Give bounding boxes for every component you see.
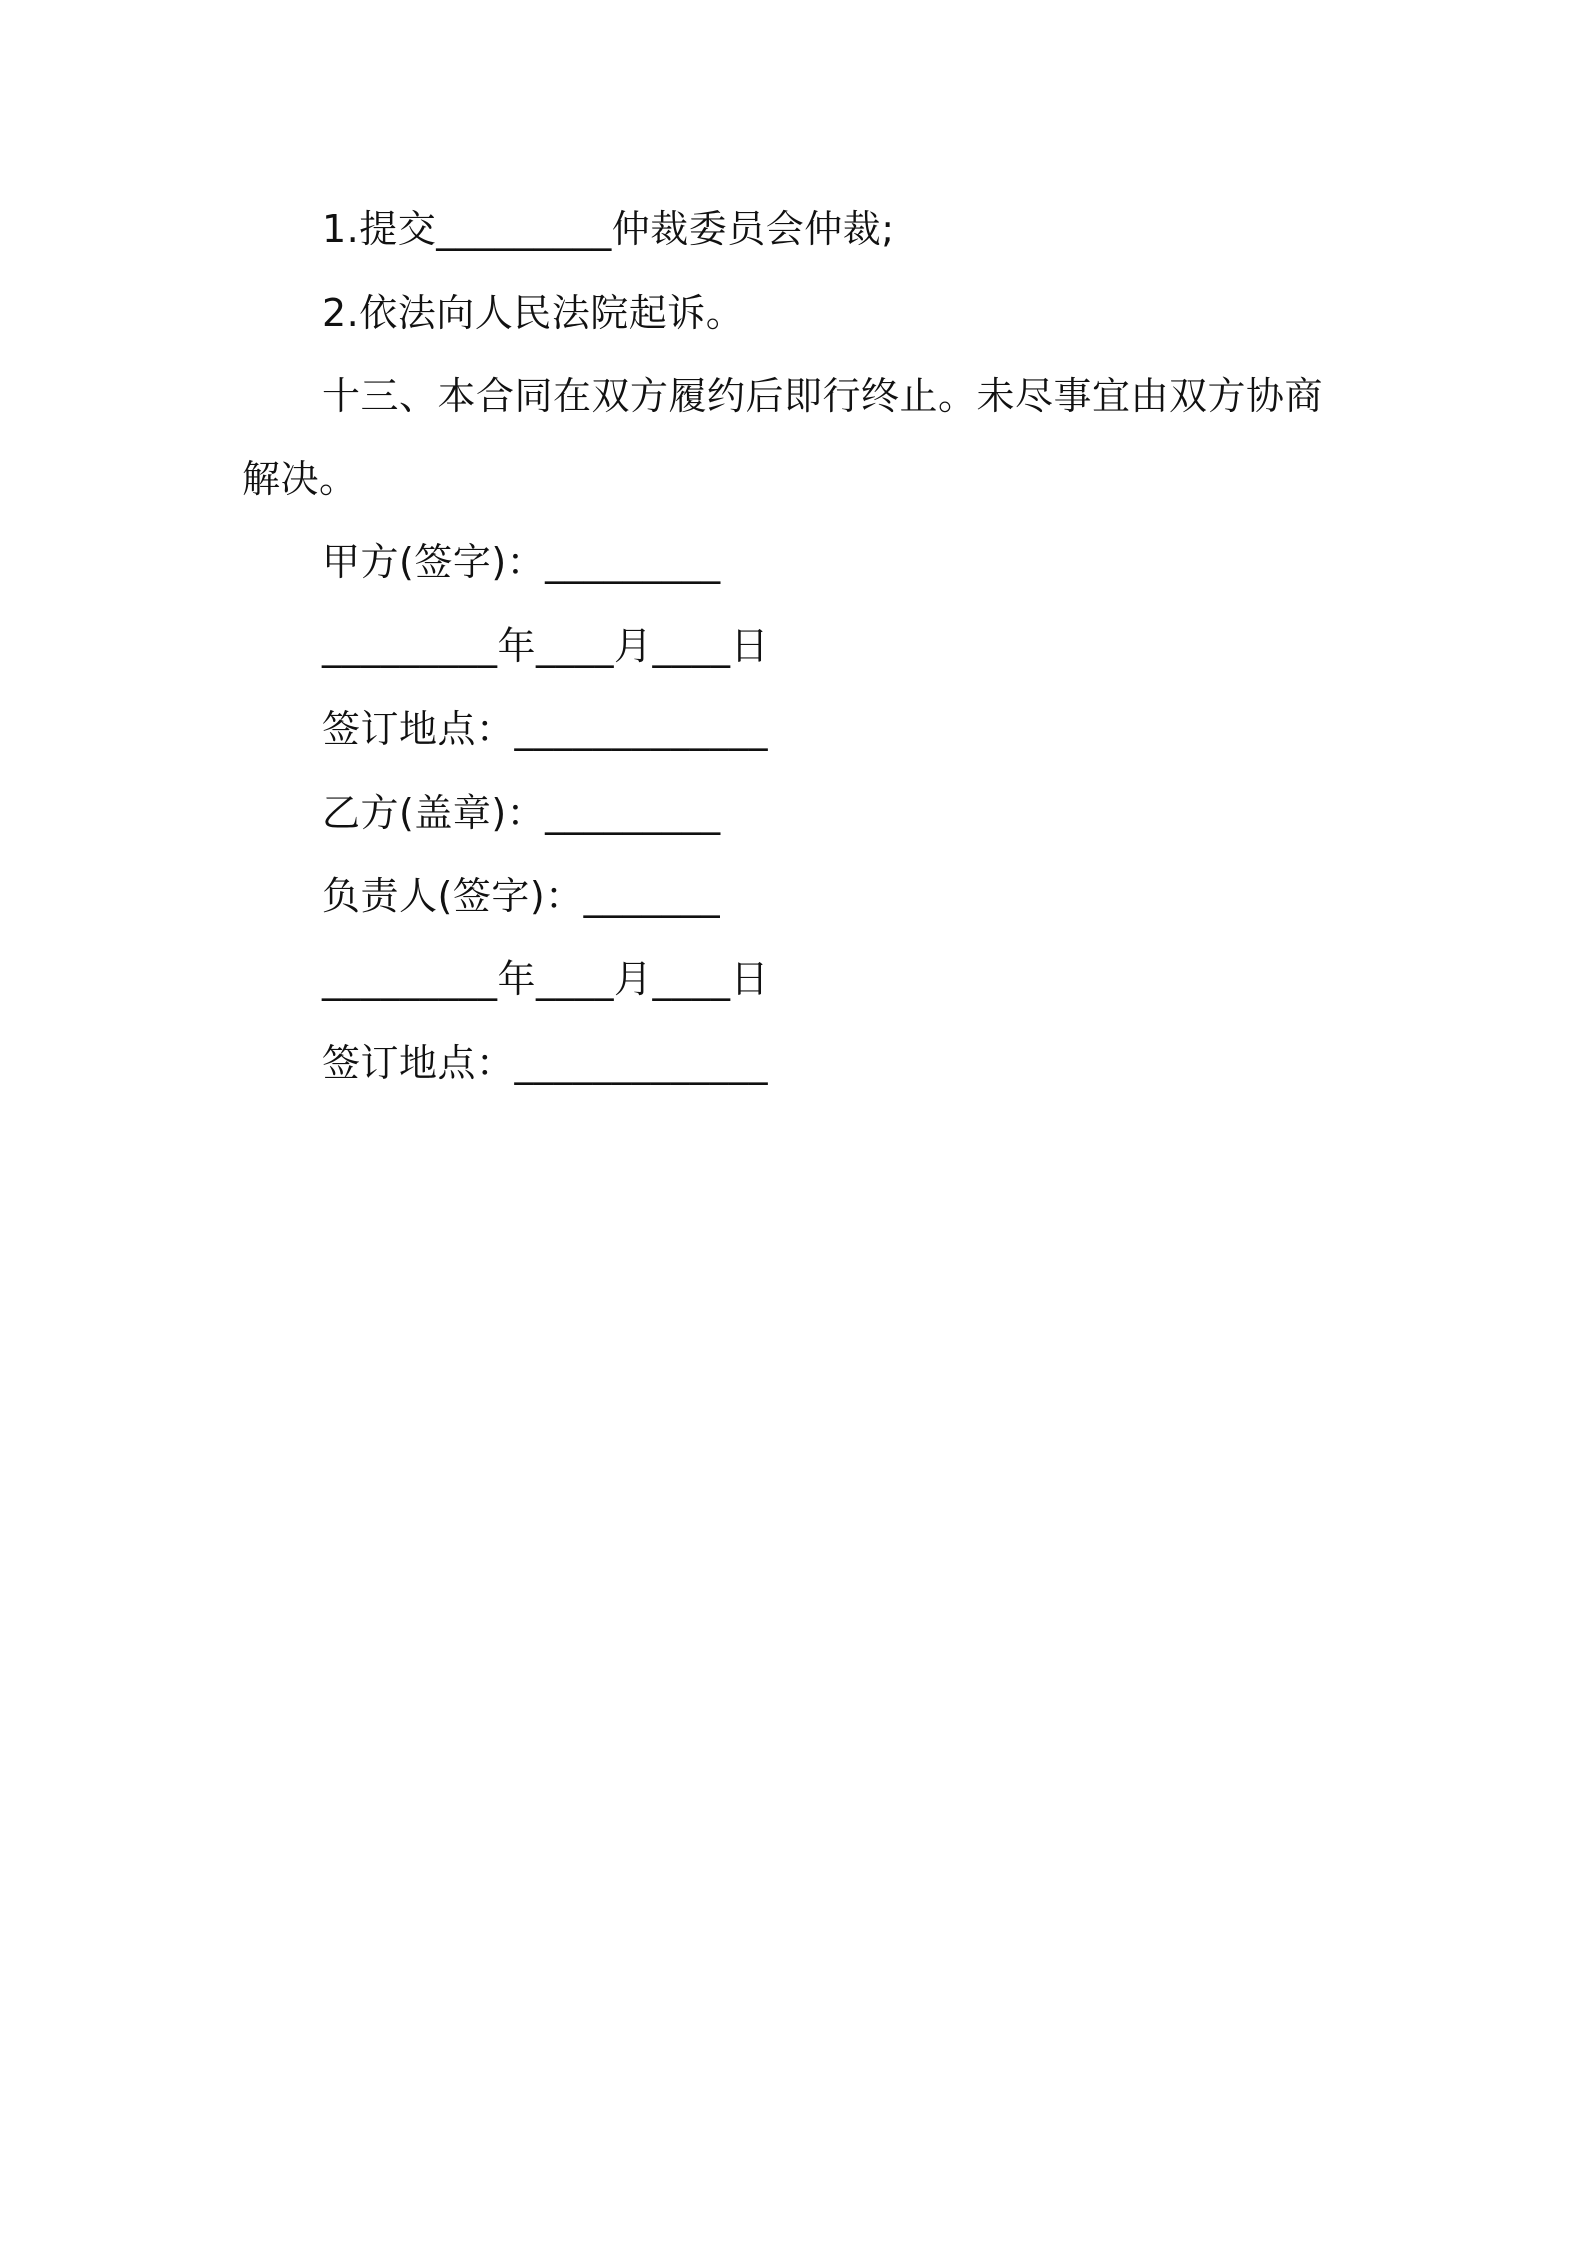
party-a-location-line: 签订地点：_____________ [322,707,769,751]
dispute-option-arbitration: 1.提交_________仲裁委员会仲裁; [322,207,895,251]
clause-13-line-1: 十三、本合同在双方履约后即行终止。未尽事宜由双方协商 [322,374,1324,418]
party-b-responsible-signature-line: 负责人(签字)：_______ [322,874,721,918]
party-a-date-line: _________年____月____日 [322,624,770,668]
party-a-signature-line: 甲方(签字)：_________ [322,540,721,584]
clause-13-line-2: 解决。 [242,457,358,501]
party-b-location-line: 签订地点：_____________ [322,1041,769,1085]
party-b-seal-line: 乙方(盖章)：_________ [322,791,721,835]
dispute-option-litigation: 2.依法向人民法院起诉。 [322,291,745,335]
party-b-date-line: _________年____月____日 [322,957,770,1001]
